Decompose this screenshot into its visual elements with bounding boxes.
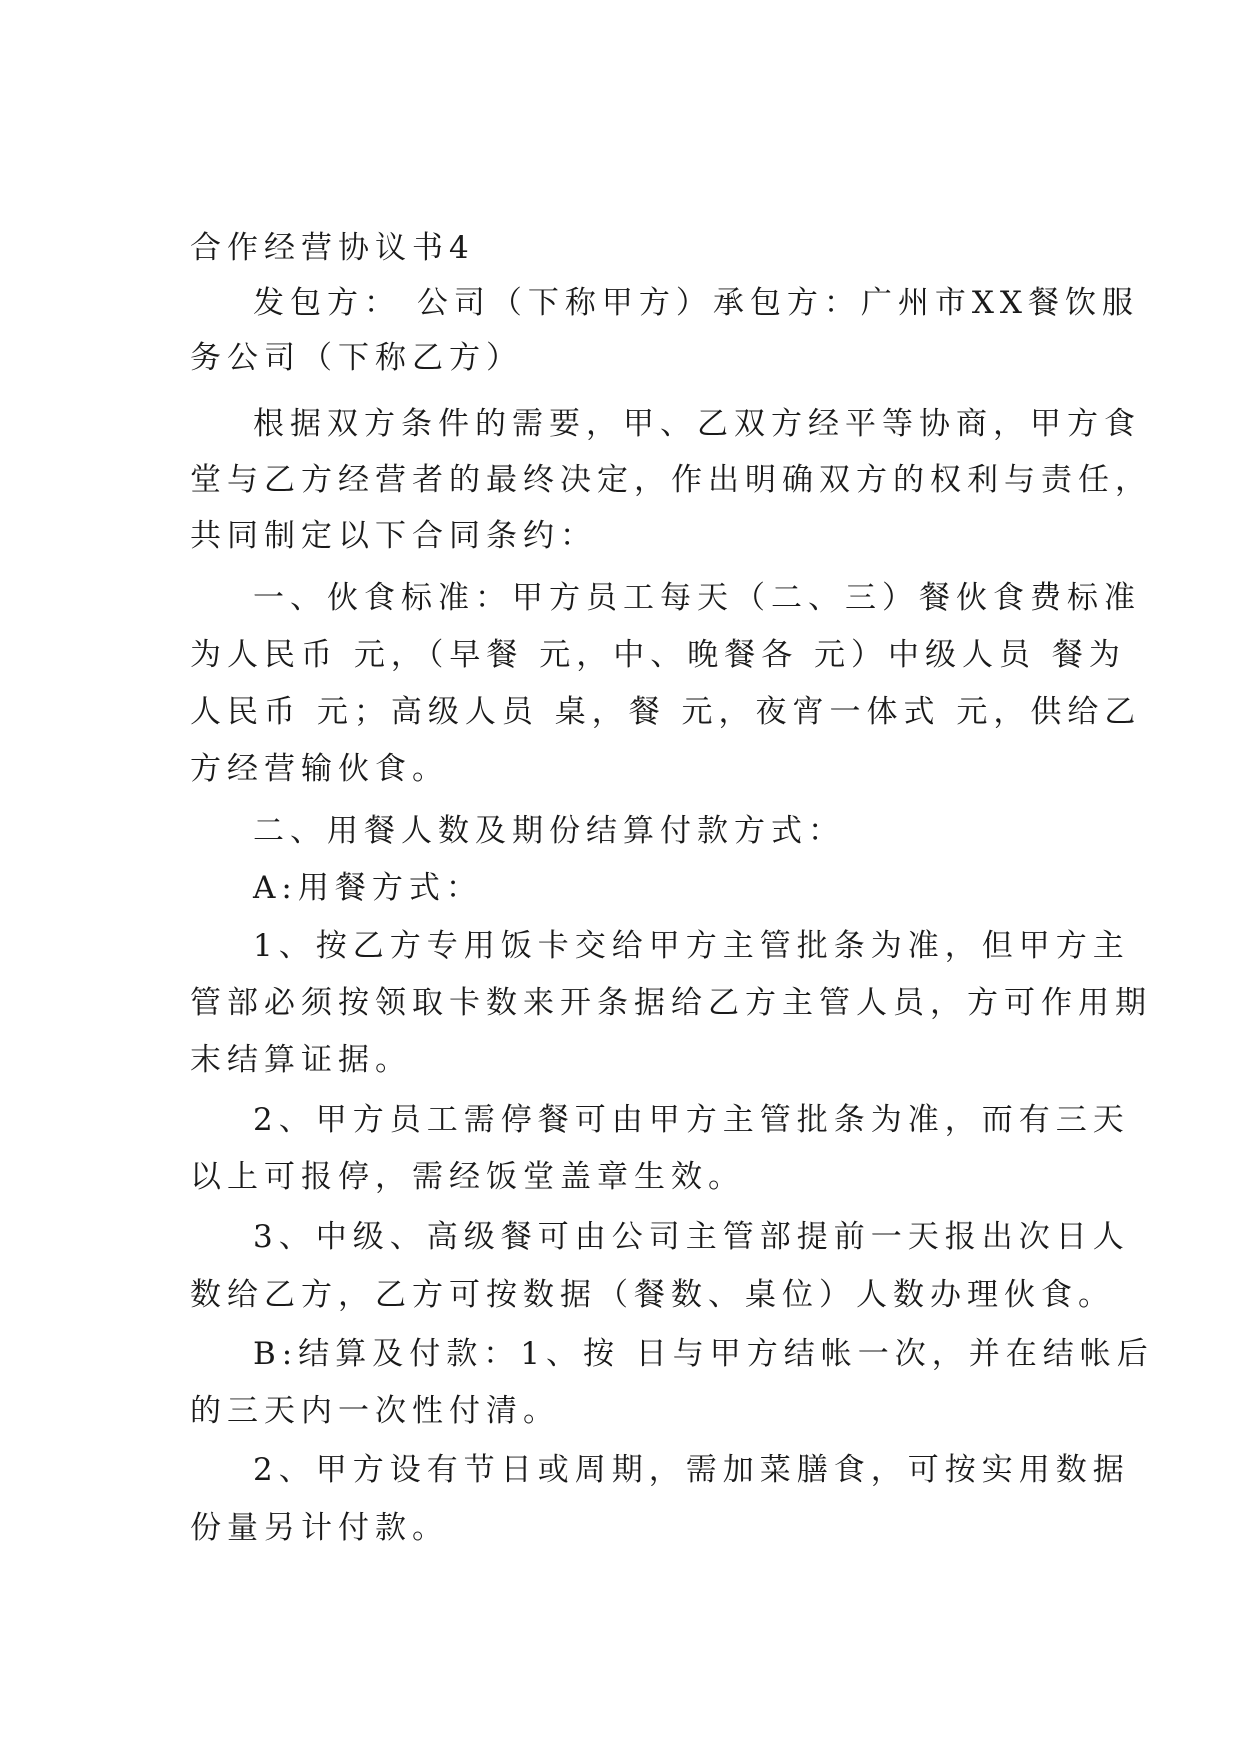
text-line: 根据双方条件的需要，甲、乙双方经平等协商，甲方食 [253, 406, 1141, 442]
text-line: 管部必须按领取卡数来开条据给乙方主管人员，方可作用期 [190, 985, 1152, 1021]
text-line: 以上可报停，需经饭堂盖章生效。 [190, 1159, 745, 1195]
text-line: 数给乙方，乙方可按数据（餐数、桌位）人数办理伙食。 [190, 1277, 1115, 1313]
text-line: 2、甲方员工需停餐可由甲方主管批条为准，而有三天 [253, 1102, 1130, 1138]
text-line: 1、按乙方专用饭卡交给甲方主管批条为准，但甲方主 [253, 928, 1130, 964]
text-line: A:用餐方式： [253, 870, 483, 906]
text-line: 一、伙食标准：甲方员工每天（二、三）餐伙食费标准 [253, 580, 1141, 616]
text-line: 共同制定以下合同条约： [190, 518, 597, 554]
text-line: 的三天内一次性付清。 [190, 1393, 560, 1429]
text-line: 务公司（下称乙方） [190, 340, 523, 376]
text-line: 堂与乙方经营者的最终决定，作出明确双方的权利与责任， [190, 462, 1152, 498]
text-line: B:结算及付款：1、按 日与甲方结帐一次，并在结帐后 [253, 1336, 1154, 1372]
text-line: 3、中级、高级餐可由公司主管部提前一天报出次日人 [253, 1219, 1130, 1255]
text-line: 2、甲方设有节日或周期，需加菜膳食，可按实用数据 [253, 1452, 1130, 1488]
text-line: 方经营输伙食。 [190, 751, 449, 787]
text-line: 人民币 元；高级人员 桌，餐 元，夜宵一体式 元，供给乙 [190, 694, 1142, 730]
text-line: 份量另计付款。 [190, 1510, 449, 1546]
text-line: 为人民币 元，（早餐 元，中、晚餐各 元）中级人员 餐为 [190, 637, 1126, 673]
text-line: 发包方： 公司（下称甲方）承包方：广州市XX餐饮服 [253, 285, 1139, 321]
text-line: 末结算证据。 [190, 1042, 412, 1078]
document-title: 合作经营协议书4 [190, 230, 475, 266]
text-line: 二、用餐人数及期份结算付款方式： [253, 813, 845, 849]
